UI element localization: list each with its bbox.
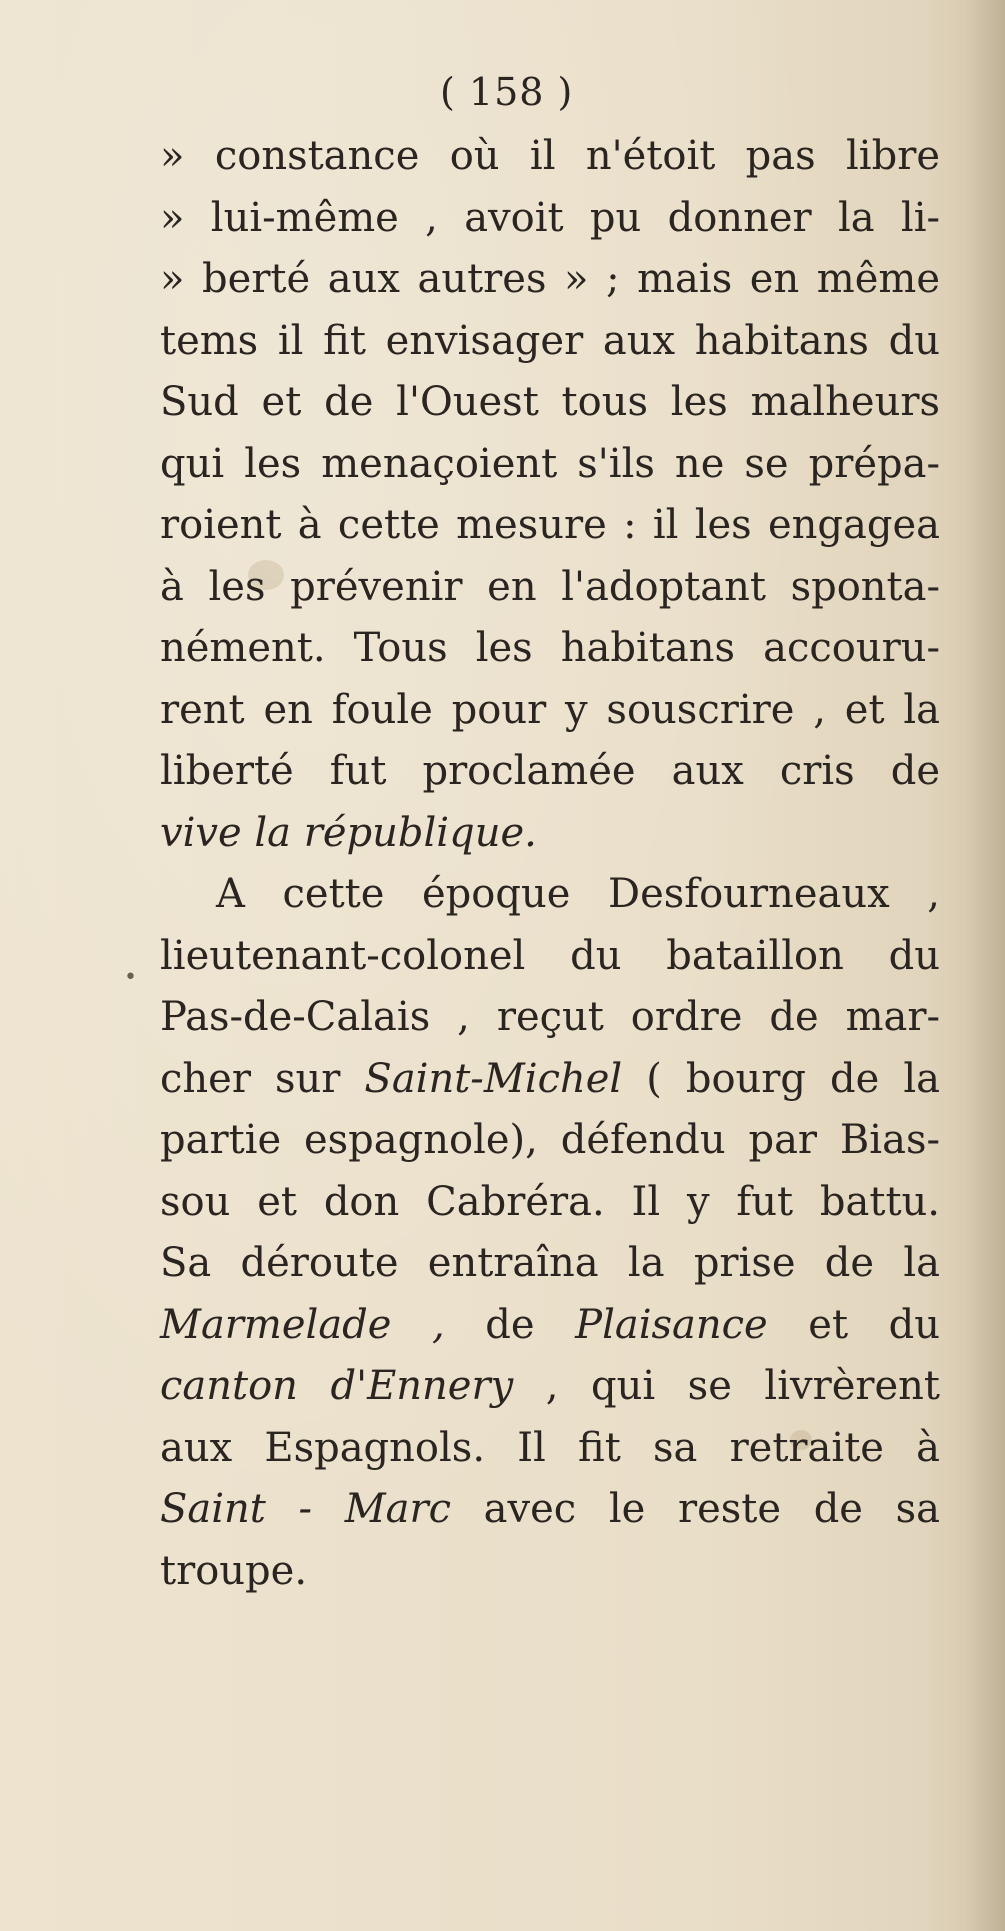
text-line (160, 1356, 940, 1418)
text-line: rent en foule pour y souscrire , et la (160, 686, 940, 733)
text-line: » constance où il n'étoit pas libre (160, 133, 940, 179)
text-line: » berté aux autres » ; mais en même (160, 256, 940, 302)
italic-place-name: Marmelade , (160, 1301, 445, 1348)
text-line: Sa déroute entraîna la prise de la (160, 1240, 940, 1286)
page-edge-shadow (965, 0, 1005, 1931)
text-run: avec le reste de sa (451, 1486, 940, 1532)
text-line: qui les menaçoient s'ils ne se prépa- (160, 440, 940, 487)
text-line: Sud et de l'Ouest tous les malheurs (160, 379, 940, 425)
text-line: roient à cette mesure : il les engagea (160, 502, 940, 548)
text-run: ( bourg de la (622, 1055, 941, 1102)
italic-place-name: Saint - Marc (160, 1486, 452, 1532)
text-line (160, 1479, 940, 1541)
text-line: à les prévenir en l'adoptant sponta- (160, 563, 940, 610)
italic-place-name: canton d'Ennery (160, 1363, 514, 1409)
text-run: , qui se livrèrent (513, 1363, 941, 1409)
text-line: » lui-même , avoit pu donner la li- (160, 194, 940, 241)
text-line: aux Espagnols. Il fit sa retraite à (160, 1424, 940, 1471)
italic-place-name: Plaisance (575, 1301, 768, 1348)
text-line: liberté fut proclamée aux cris de (160, 748, 940, 794)
text-line: lieutenant-colonel du bataillon du (160, 932, 940, 979)
paragraph-start-line: A cette époque Desfourneaux , (216, 871, 940, 917)
text-run: de (444, 1301, 576, 1348)
page-number: ( 158 ) (440, 70, 574, 114)
text-line (160, 1295, 940, 1357)
body-text (160, 126, 940, 1602)
text-line-italic: vive la république. (160, 809, 537, 856)
margin-mark: • (124, 965, 137, 990)
text-line: Pas-de-Calais , reçut ordre de mar- (160, 994, 940, 1040)
text-line (160, 1049, 940, 1111)
text-run: et du (767, 1301, 940, 1348)
text-line: partie espagnole), défendu par Bias- (160, 1117, 940, 1163)
text-run: cher sur (160, 1055, 365, 1102)
text-line: sou et don Cabréra. Il y fut battu. (160, 1178, 940, 1225)
italic-place-name: Saint-Michel (364, 1055, 623, 1102)
text-line: nément. Tous les habitans accouru- (160, 625, 940, 671)
text-line: troupe. (160, 1547, 308, 1594)
text-line: tems il fit envisager aux habitans du (160, 317, 940, 364)
